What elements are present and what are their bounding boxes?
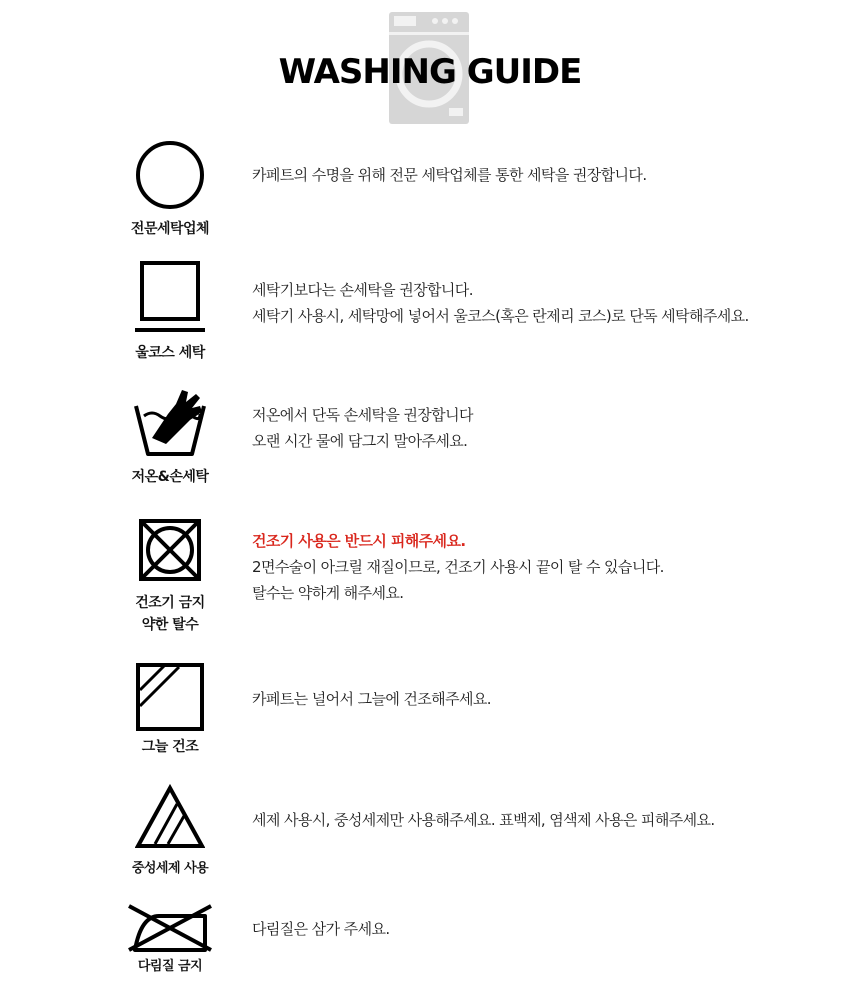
circle-dry-clean-icon bbox=[133, 138, 207, 212]
symbol-block bbox=[120, 260, 220, 364]
description bbox=[252, 916, 832, 942]
description-line: 세탁기보다는 손세탁을 권장합니다. bbox=[252, 281, 473, 299]
description bbox=[252, 402, 832, 454]
description-line: 세탁기 사용시, 세탁망에 넣어서 울코스(혹은 란제리 코스)로 단독 세탁해주세요. bbox=[252, 307, 749, 325]
page-title: WASHING GUIDE bbox=[278, 52, 582, 92]
page-header bbox=[0, 0, 860, 130]
symbol-label: 전문세탁업체 bbox=[130, 221, 210, 237]
description bbox=[252, 686, 832, 712]
symbol-block bbox=[120, 386, 220, 488]
symbol-block bbox=[120, 902, 220, 978]
hand-wash-icon bbox=[130, 386, 210, 460]
symbol-label: 다림질 금지 bbox=[137, 959, 203, 974]
neutral-detergent-icon bbox=[135, 784, 205, 850]
description-line: 오랜 시간 물에 담그지 말아주세요. bbox=[252, 432, 468, 450]
no-tumble-dry-icon bbox=[138, 518, 202, 582]
description bbox=[252, 528, 832, 606]
symbol-label: 저온&손세탁 bbox=[131, 469, 209, 485]
description-line: 2면수술이 아크릴 재질이므로, 건조기 사용시 끝이 탈 수 있습니다. bbox=[252, 558, 664, 576]
description bbox=[252, 807, 832, 833]
description-line: 카페트의 수명을 위해 전문 세탁업체를 통한 세탁을 권장합니다. bbox=[252, 166, 647, 184]
symbol-block bbox=[120, 662, 220, 758]
shade-dry-icon bbox=[135, 662, 205, 732]
description bbox=[252, 162, 832, 188]
symbol-label: 그늘 건조 bbox=[141, 739, 199, 755]
no-iron-icon bbox=[125, 902, 215, 954]
description-line: 세제 사용시, 중성세제만 사용해주세요. 표백제, 염색제 사용은 피해주세요. bbox=[252, 811, 715, 829]
description bbox=[252, 277, 832, 329]
symbol-block bbox=[120, 784, 220, 880]
warning-text: 건조기 사용은 반드시 피해주세요. bbox=[252, 532, 466, 550]
description-line: 다림질은 삼가 주세요. bbox=[252, 920, 390, 938]
symbol-label: 중성세제 사용 bbox=[131, 861, 209, 876]
symbol-label: 울코스 세탁 bbox=[135, 345, 205, 361]
symbol-label: 건조기 금지 약한 탈수 bbox=[135, 595, 205, 633]
description-line: 저온에서 단독 손세탁을 권장합니다 bbox=[252, 406, 473, 424]
symbol-block bbox=[120, 138, 220, 240]
description-line: 탈수는 약하게 해주세요. bbox=[252, 584, 404, 602]
wool-course-square-icon bbox=[135, 260, 205, 334]
symbol-block bbox=[120, 518, 220, 636]
description-line: 카페트는 널어서 그늘에 건조해주세요. bbox=[252, 690, 491, 708]
